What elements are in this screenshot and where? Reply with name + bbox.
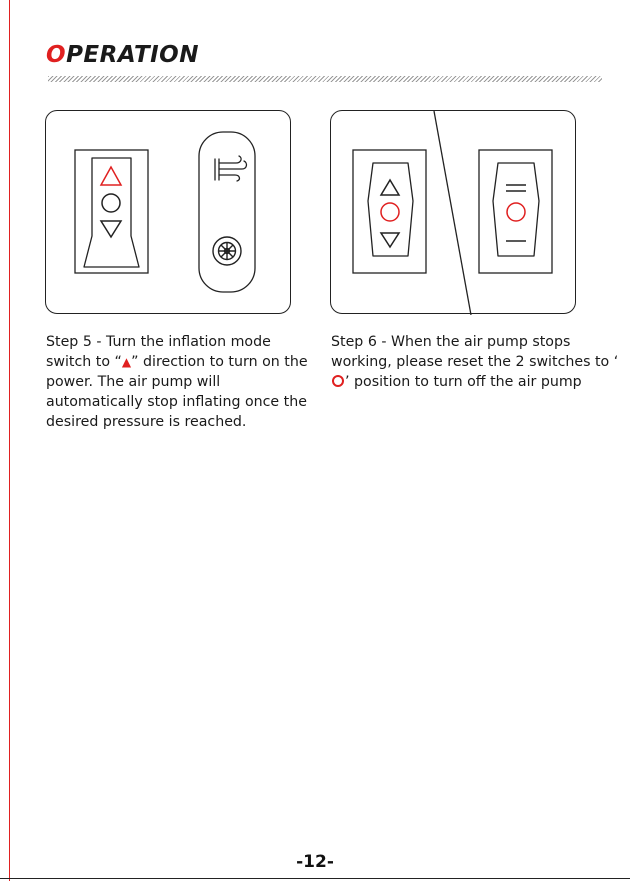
step6-illustration <box>330 110 576 314</box>
hatched-divider <box>48 76 602 82</box>
title-rest: PERATION <box>66 42 199 68</box>
circle-icon <box>332 375 344 387</box>
inflation-mode-switch <box>353 150 426 273</box>
step5-illustration <box>45 110 291 314</box>
reset-switches-drawing <box>331 111 577 315</box>
inflation-mode-switch <box>75 150 148 273</box>
mode-selector <box>199 132 255 292</box>
step6-text-before: - When the air pump stops working, please reset the 2 switches to ‘ <box>331 334 619 370</box>
step5-text-after: ” direction to turn on the power. The air pump will automatically stop inflating once the desired pressure is reached. <box>46 354 308 430</box>
step6-text-after: ’ position to turn off the air pump <box>345 374 582 390</box>
step6-label: Step 6 <box>331 334 377 350</box>
step5-label: Step 5 <box>46 334 92 350</box>
split-divider <box>434 111 471 315</box>
power-switch <box>479 150 552 273</box>
title-first-letter: O <box>46 42 67 68</box>
control-panel-drawing <box>46 111 292 315</box>
step5-text-before: - Turn the inflation mode switch to “ <box>46 334 271 370</box>
bottom-border-line <box>0 878 630 879</box>
left-border-line <box>9 0 10 881</box>
page-number: -12- <box>296 852 334 872</box>
triangle-up-icon: ▲ <box>121 355 132 369</box>
page-title <box>46 44 199 67</box>
step5-instructions <box>46 332 308 432</box>
step6-instructions <box>331 332 623 392</box>
